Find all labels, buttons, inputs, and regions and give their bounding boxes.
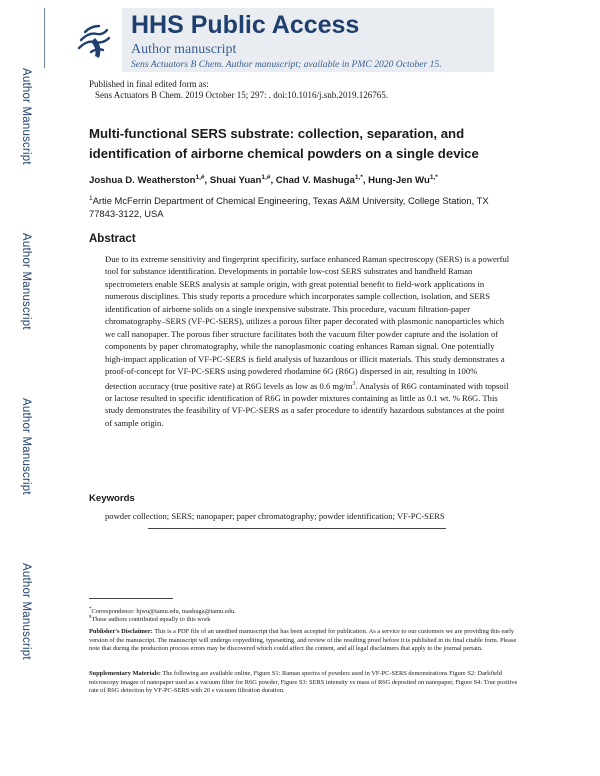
abstract-text: Due to its extreme sensitivity and fingerprint specificity, surface enhanced Raman spectroscopy (SERS) is a powerful tool for substance identification. Developments in portable low-cost SERS substrates and handheld Raman spectrometers enable SERS analysis at sample origin, with great potential benefit to field-work applications in numerous disciplines. This study reports a procedure which incorporates sample collection, isolation, and SERS identification of airborne solids on a single inexpensive substrate. This procedure, vacuum filtration-paper chromatography–SERS (VF-PC-SERS), utilizes a porous filter paper decorated with plasmonic nanoparticles which we call nanopaper. The porous fiber structure facilitates both the vacuum filter powder capture and the isolation of components by paper chromatography, while the nanoplasmonic coating enhances Raman signal. One potentially high-impact application of VF-PC-SERS is field analysis of hazardous or illicit materials. This study demonstrates a proof-of-concept for VF-PC-SERS using powdered rhodamine 6G (R6G) dispersed in air, resulting in 100% detection accuracy (true positive rate) at R6G levels as low as 0.6 mg/m <box>105 254 510 391</box>
author-affil-mark: 1,* <box>354 174 363 181</box>
unit-superscript: 3 <box>352 380 356 387</box>
affiliation-text: Artie McFerrin Department of Chemical Engineering, Texas A&M University, College Station, TX 77843-3122, USA <box>89 195 489 220</box>
footnote-mark: # <box>89 615 92 620</box>
sidebar-label-author-manuscript: Author Manuscript <box>20 563 32 660</box>
publisher-disclaimer <box>89 628 521 654</box>
abstract-body <box>105 253 510 429</box>
author-name: Shuai Yuan <box>209 175 262 187</box>
affiliation <box>89 192 519 220</box>
disclaimer-text: This is a PDF file of an unedited manuscript that has been accepted for publication. As a service to our customers we are providing this early version of the manuscript. The manuscript will undergo copyediting, typesetting, and review of the resulting proof before it is published in its final citable form. Please note that during the production process errors may be discovered which could affect the content, and all legal disclaimers that apply to the journal pertain. <box>89 628 517 653</box>
author-list: Joshua D. Weatherston$^{1,\#}$, Shuai Yuan$^{1,\#}$, Chad V. Mashuga$^{1,*}$, Hung-Jen $Wu^{1,*}$ <box>89 174 438 187</box>
author-name: Chad V. Mashuga <box>275 175 355 187</box>
author-name: Hung-Jen Wu <box>368 175 430 187</box>
header-divider <box>44 8 45 68</box>
keywords-list: powder collection; SERS; nanopaper; paper chromatography; powder identification; VF-PC-SERS <box>105 511 445 521</box>
supplementary-text: The following are available online, Figure S1: Raman spectra of powders used in VF-PC-SERS demonstrations Figure S2: Darkfield microscopy images of nanopaper used as a vacuum filter for R6G powder, Figure S3: SERS intensity vs mass of R6G deposited on nanopaper, Figure S4: True positive rate of R6G detection by VF-PC-SERS with 20 s vacuum filtration duration. <box>89 670 518 695</box>
author-affil-mark: 1,* <box>429 174 438 181</box>
supplementary-materials <box>89 670 521 696</box>
abstract-text-continued: . Analysis of R6G contaminated with topsoil or lactose resulted in specific identification of R6G in powder mixtures containing as little as 0.1 wt. % R6G. This study demonstrates the feasibility of VF-PC-SERS as a safer procedure to identify hazardous substances at the point of sample origin. <box>105 380 509 428</box>
footnote-mark: * <box>89 607 92 612</box>
supplementary-label: Supplementary Materials: <box>89 670 161 677</box>
journal-name: Sens Actuators B Chem. Author manuscript; available in PMC 2020 October 15. <box>131 59 442 70</box>
correspondence-text: Correspondence: hjwu@tamu.edu, mashuga@tamu.edu. <box>91 608 236 616</box>
article-title: Multi-functional SERS substrate: collection, separation, and identification of airborne chemical powders on a single device <box>89 126 479 161</box>
sidebar-label-author-manuscript: Author Manuscript <box>20 233 32 330</box>
header-subtitle: Author manuscript <box>131 42 237 57</box>
equal-contribution-text: These authors contributed equally to this work <box>91 616 211 624</box>
sidebar-label-author-manuscript: Author Manuscript <box>20 68 32 165</box>
author-affil-mark: 1,# <box>261 174 271 181</box>
header-citation <box>131 59 442 70</box>
footnote-divider <box>89 598 173 599</box>
abstract-heading: Abstract <box>89 233 136 245</box>
header-title: HHS Public Access <box>131 11 360 39</box>
keywords-divider <box>148 528 446 529</box>
hhs-eagle-logo <box>73 16 113 62</box>
published-citation: Sens Actuators B Chem. 2019 October 15; 297: . doi:10.1016/j.snb.2019.126765. <box>95 90 388 100</box>
sidebar-label-author-manuscript: Author Manuscript <box>20 398 32 495</box>
author-name: Joshua D. Weatherston <box>89 175 196 187</box>
author-affil-mark: 1,# <box>195 174 205 181</box>
published-label: Published in final edited form as: <box>89 79 209 89</box>
affiliation-mark: 1 <box>89 195 93 202</box>
disclaimer-label: Publisher's Disclaimer: <box>89 628 153 635</box>
keywords-heading: Keywords <box>89 493 135 504</box>
footnote-equal-contribution <box>89 614 521 625</box>
